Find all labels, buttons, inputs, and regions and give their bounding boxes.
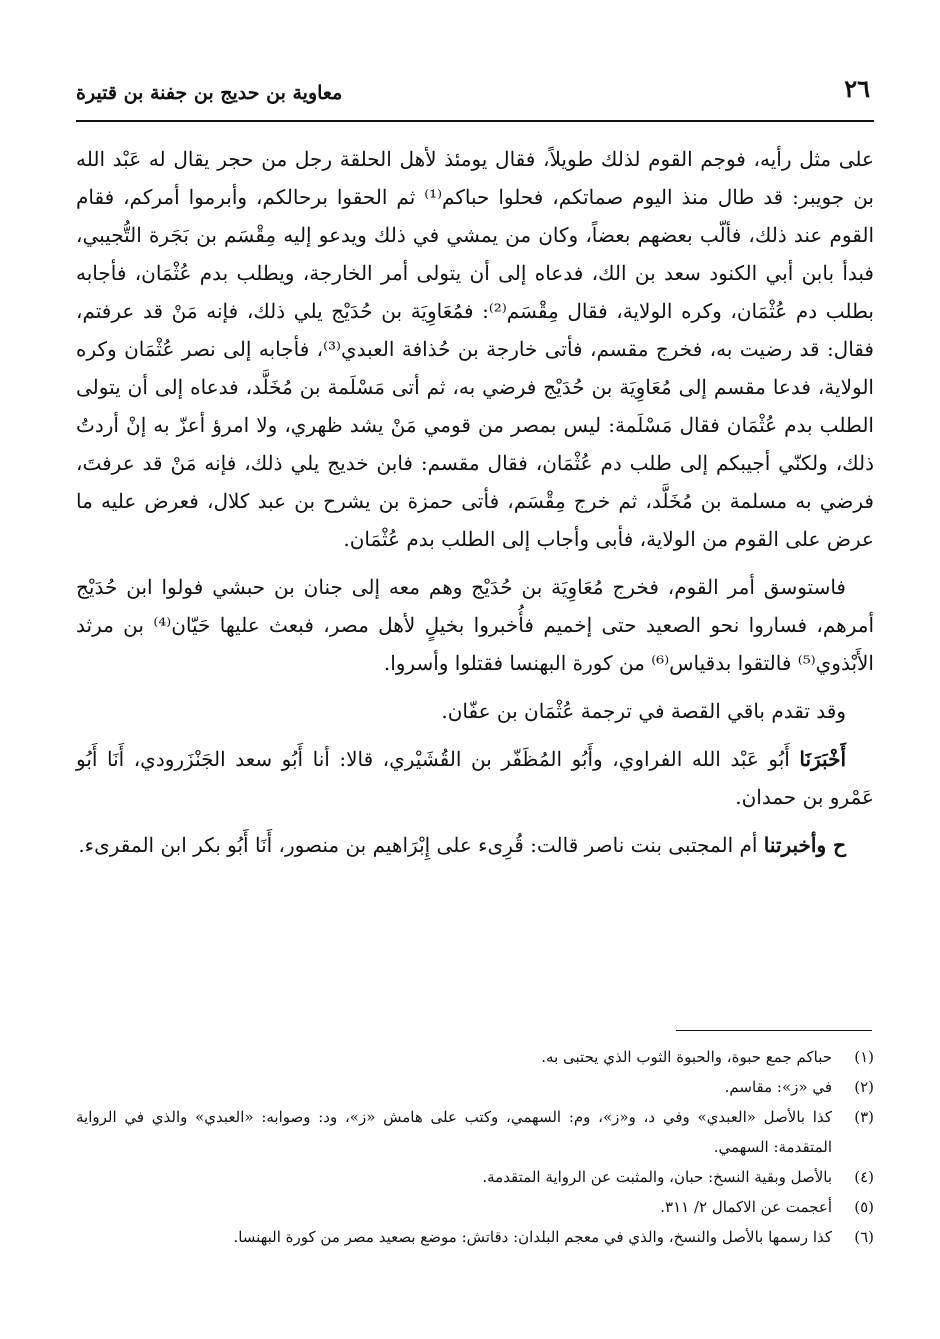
main-text bbox=[76, 140, 874, 874]
footnote bbox=[76, 1222, 874, 1252]
footnote-text: حباكم جمع حبوة، والحبوة الثوب الذي يحتبى به. bbox=[541, 1048, 832, 1066]
footnote-separator bbox=[676, 1030, 872, 1031]
isnad-paragraph bbox=[76, 826, 874, 864]
running-title: معاوية بن حديج بن جفنة بن قتيرة bbox=[76, 82, 343, 104]
footnote-number: (٣) bbox=[854, 1108, 874, 1126]
footnote-text: في «ز»: مقاسم. bbox=[724, 1078, 832, 1096]
footnote-number: (٢) bbox=[854, 1078, 874, 1096]
isnad-lead: ح وأخبرتنا bbox=[763, 833, 846, 857]
footnote bbox=[76, 1192, 874, 1222]
footnote-text: أعجمت عن الاكمال ٢/ ٣١١. bbox=[660, 1198, 832, 1216]
footnote-text: كذا رسمها بالأصل والنسخ، والذي في معجم البلدان: دقاتش: موضع بصعيد مصر من كورة البهنسا. bbox=[233, 1228, 832, 1246]
paragraph: وقد تقدم باقي القصة في ترجمة عُثْمَان بن عفّان. bbox=[441, 699, 846, 723]
footnote-number: (١) bbox=[854, 1048, 874, 1066]
paragraph: فاستوسق أمر القوم، فخرج مُعَاوِيَة بن حُدَيْج وهم معه إلى جنان بن حبشي فولوا ابن حُدَيْج أمرهم، فساروا نحو الصعيد حتى إخميم فأُخبروا بخيلٍ لأهل مصر، فبعث عليها حَيّان⁽⁴⁾ بن مرثد الأَبْذوي⁽⁵⁾ فالتقوا بدقياس⁽⁶⁾ من كورة البهنسا فقتلوا وأسروا. bbox=[76, 575, 875, 675]
footnote-number: (٤) bbox=[854, 1168, 874, 1186]
footnote bbox=[76, 1042, 874, 1072]
page-number: ٢٦ bbox=[844, 74, 870, 103]
footnote bbox=[76, 1162, 874, 1192]
footnote-number: (٥) bbox=[854, 1198, 874, 1216]
footnotes bbox=[76, 1042, 874, 1252]
isnad-text: أَبُو عَبْد الله الفراوي، وأَبُو المُظَفّر بن القُشَيْري، قالا: أنا أَبُو سعد الجَنْزَرودي، أَنَا أَبُو عَمْرو بن حمدان. bbox=[76, 747, 874, 809]
footnote bbox=[76, 1072, 874, 1102]
isnad-paragraph bbox=[76, 740, 874, 816]
isnad-lead: أَخْبَرَنَا bbox=[799, 747, 846, 771]
isnad-text: أم المجتبى بنت ناصر قالت: قُرِىء على إِبْرَاهيم بن منصور، أَنَا أَبُو بكر ابن المقرىء. bbox=[78, 833, 764, 857]
paragraph: على مثل رأيه، فوجم القوم لذلك طويلاً، فقال يومئذ لأهل الحلقة رجل من حجر يقال له عَبْد الله بن جويبر: قد طال منذ اليوم صماتكم، فحلوا حباكم⁽¹⁾ ثم الحقوا برحالكم، وأبرموا أمركم، فقام القوم عند ذلك، فألّب بعضهم بعضاً، وكان من يمشي في ذلك ويدعو إليه مِقْسَم بن بَجَرة التُّجيبي، فبدأ بابن أبي الكنود سعد بن الك، فدعاه إلى أن يتولى أمر الخارجة، ويطلب بدم عُثْمَان، فأجابه بطلب دم عُثْمَان، وكره الولاية، فقال مِقْسَم⁽²⁾: فمُعَاوِيَة بن حُدَيْج يلي ذلك، فإنه مَنْ قد عرفتم، فقال: قد رضيت به، فخرج مقسم، فأتى خارجة بن حُذافة العبدي⁽³⁾، فأجابه إلى نصر عُثْمَان وكره الولاية، فدعا مقسم إلى مُعَاوِيَة بن حُدَيْج فرضي به، ثم أتى مَسْلَمة بن مُخَلَّد، فدعاه إلى أن يتولى الطلب بدم عُثْمَان فقال مَسْلَمة: ليس بمصر من قومي مَنْ يشد ظهري، ولا امرؤ أعزّ به إنْ أردتُ ذلك، ولكنّي أجيبكم إلى طلب دم عُثْمَان، فقال مقسم: فابن خديج يلي ذلك، فإنه مَنْ قد عرفتَ، فرضي به مسلمة بن مُخَلَّد، ثم خرج مِقْسَم، فأتى حمزة بن يشرح بن عبد كلال، فعرض عليه ما عرض على القوم من الولاية، فأبى وأجاب إلى الطلب بدم عُثْمَان. bbox=[76, 147, 874, 551]
page-header bbox=[76, 68, 874, 122]
footnote-number: (٦) bbox=[854, 1228, 874, 1246]
footnote-text: كذا بالأصل «العبدي» وفي د، و«ز»، وم: السهمي، وكتب على هامش «ز»، ود: وصوابه: «العبدي» والذي في الرواية المتقدمة: السهمي. bbox=[76, 1108, 832, 1156]
footnote-text: بالأصل وبقية النسخ: حبان، والمثبت عن الرواية المتقدمة. bbox=[482, 1168, 832, 1186]
footnote bbox=[76, 1102, 874, 1162]
